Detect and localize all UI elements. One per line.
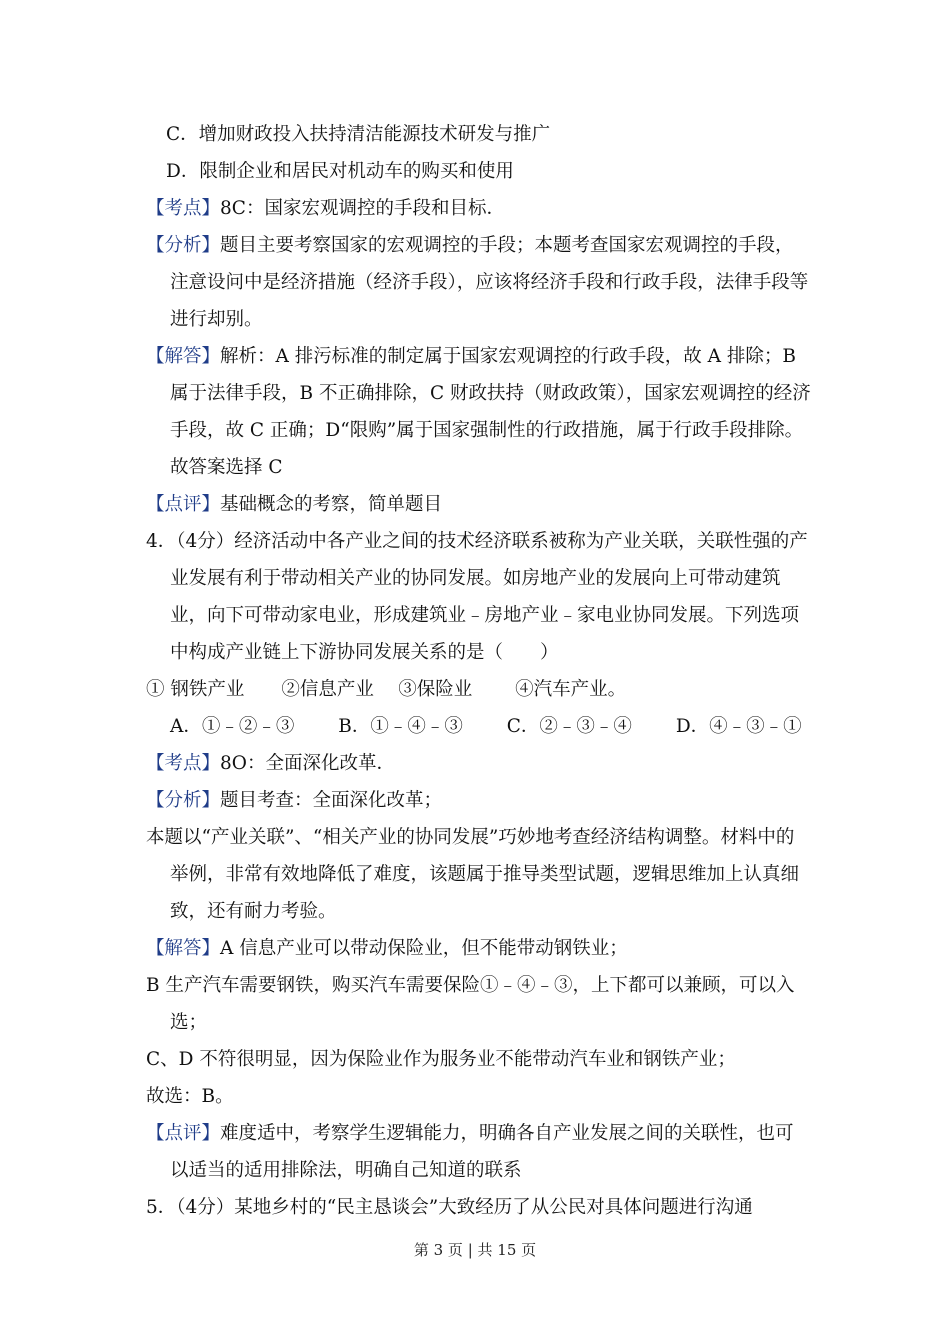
q4-option-a: A．①﹣②﹣③ [170,716,295,737]
option-d: D．限制企业和居民对机动车的购买和使用 [166,161,514,182]
dianping-text: 难度适中，考察学生逻辑能力，明确各自产业发展之间的关联性，也可以适当的适用排除法，明确自己知道的联系 [170,1123,794,1181]
dianping-tag: 【点评】 [146,494,221,515]
q4-options [146,708,812,745]
page-content [146,116,812,1226]
q4-fenxi [146,782,812,819]
q3-jieda [146,338,812,486]
q3-fenxi [146,227,812,338]
kaodian-tag: 【考点】 [146,198,221,219]
q4-jieda [146,930,812,967]
jieda-tag: 【解答】 [146,346,221,367]
q4-option-c: C．②﹣③﹣④ [506,716,632,737]
fenxi-tag: 【分析】 [146,790,221,811]
jieda-tag: 【解答】 [146,938,221,959]
q4-jieda-b: B 生产汽车需要钢铁，购买汽车需要保险①﹣④﹣③，上下都可以兼顾，可以入选； [146,975,795,1033]
fenxi-tag: 【分析】 [146,235,221,256]
page-footer: 第 3 页 | 共 15 页 [413,1241,537,1259]
q4-option-d: D．④﹣③﹣① [675,716,802,737]
q3-kaodian [146,190,812,227]
q4-stem: 4．（4分）经济活动中各产业之间的技术经济联系被称为产业关联，关联性强的产业发展有利于带动相关产业的协同发展。如房地产业的发展向上可带动建筑业，向下可带动家电业，形成建筑业﹣房地产业﹣家电业协同发展。下列选项中构成产业链上下游协同发展关系的是（ ） [146,531,808,663]
q4-kaodian [146,745,812,782]
q4-fenxi-body: 本题以“产业关联”、“相关产业的协同发展”巧妙地考查经济结构调整。材料中的举例，非常有效地降低了难度，该题属于推导类型试题，逻辑思维加上认真细致，还有耐力考验。 [146,827,800,922]
q5-stem: 5．（4分）某地乡村的“民主恳谈会”大致经历了从公民对具体问题进行沟通 [146,1197,753,1218]
kaodian-text: 8O：全面深化改革． [220,753,395,774]
q3-dianping [146,486,812,523]
fenxi-text: 题目考查：全面深化改革； [220,790,443,811]
dianping-text: 基础概念的考察，简单题目 [220,494,443,515]
q4-jieda-cd: C、D 不符很明显，因为保险业作为服务业不能带动汽车业和钢铁产业； [146,1049,736,1070]
q4-items: ① 钢铁产业 ②信息产业 ③保险业 ④汽车产业。 [146,679,627,700]
q4-jieda-end: 故选：B。 [146,1086,234,1107]
q4-option-b: B．①﹣④﹣③ [338,716,463,737]
fenxi-text: 题目主要考察国家的宏观调控的手段；本题考查国家宏观调控的手段，注意设问中是经济措施（经济手段），应该将经济手段和行政手段，法律手段等进行却别。 [170,235,809,330]
option-c: C．增加财政投入扶持清洁能源技术研发与推广 [166,124,551,145]
q4-dianping [146,1115,812,1189]
jieda-text: A 信息产业可以带动保险业，但不能带动钢铁业； [220,938,628,959]
dianping-tag: 【点评】 [146,1123,221,1144]
kaodian-tag: 【考点】 [146,753,221,774]
jieda-text: 解析：A 排污标准的制定属于国家宏观调控的行政手段，故 A 排除；B 属于法律手段，B 不正确排除，C 财政扶持（财政政策），国家宏观调控的经济手段，故 C 正确；D“限购”属于国家强制性的行政措施，属于行政手段排除。故答案选择 C [170,346,811,478]
kaodian-text: 8C：国家宏观调控的手段和目标． [220,198,505,219]
